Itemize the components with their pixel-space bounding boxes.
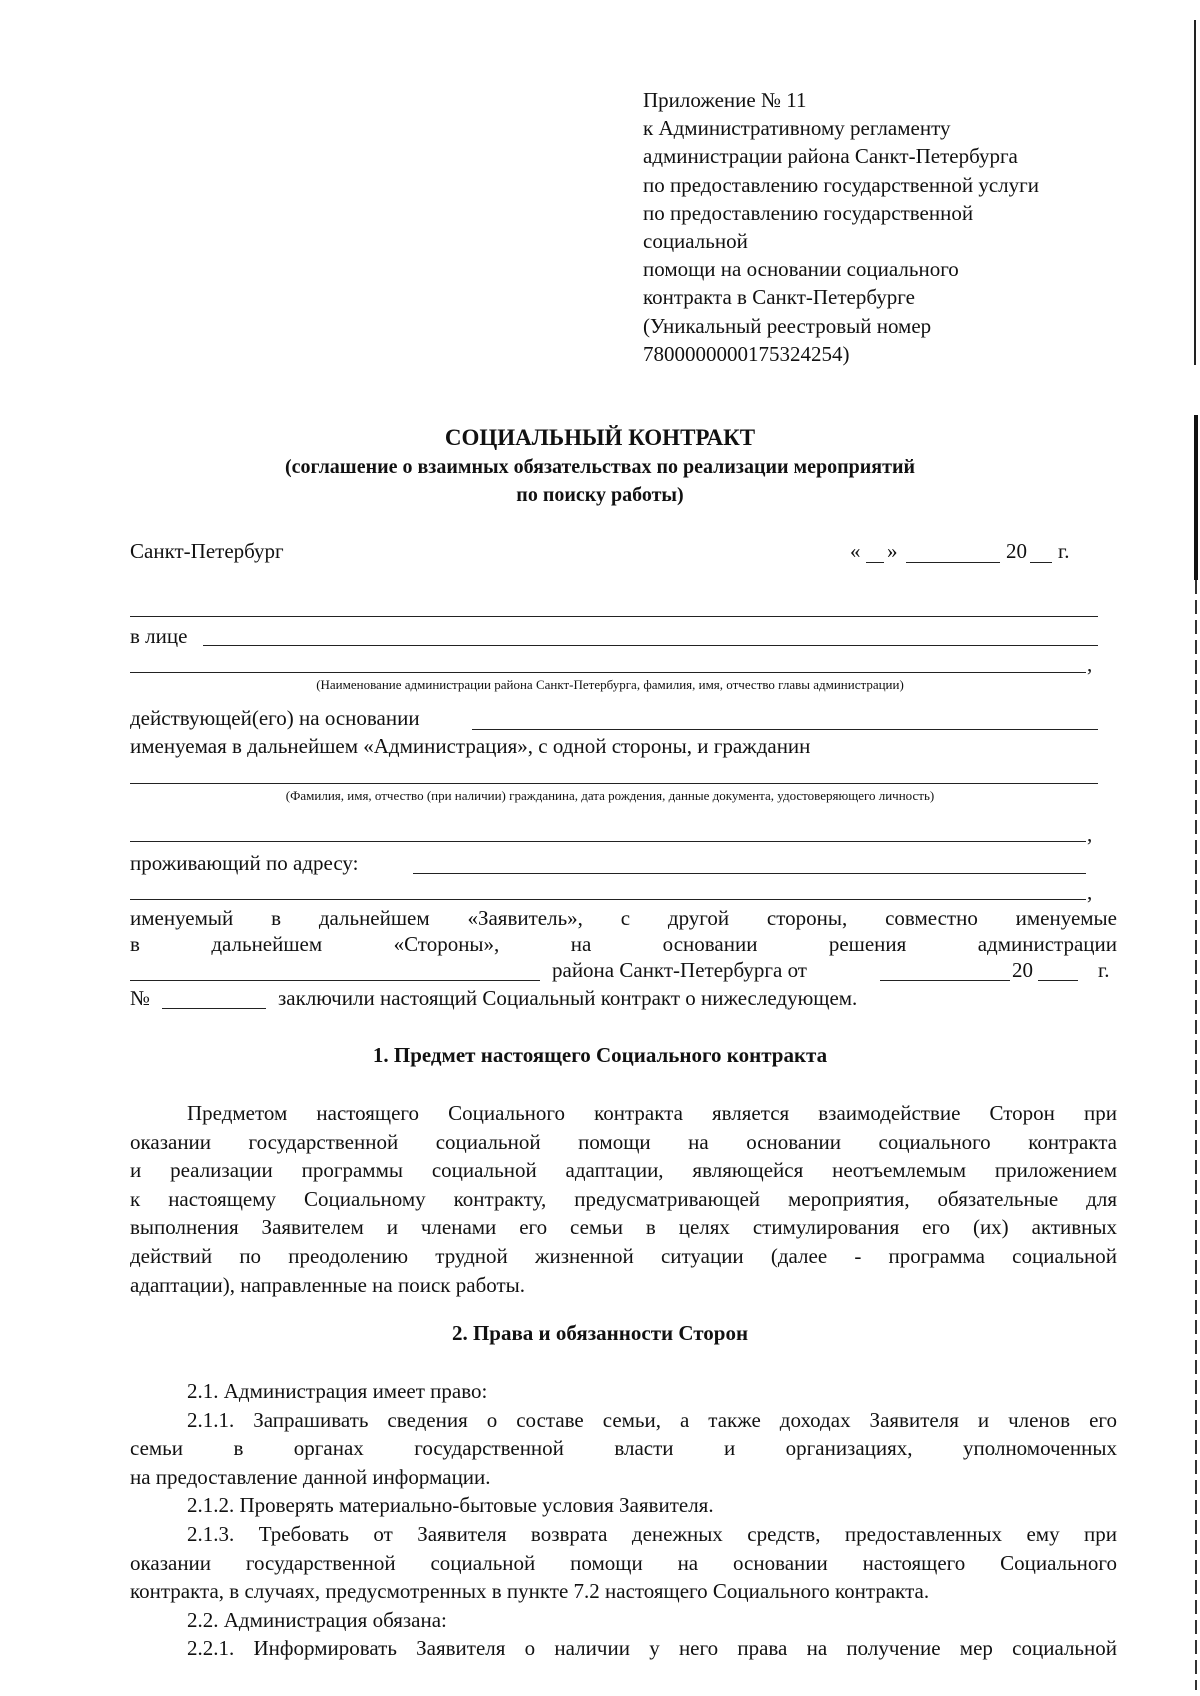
decision-year-suffix: г. — [1098, 958, 1110, 982]
paragraph-line: оказании государственной социальной помощи на основании социального контракта — [130, 1129, 1117, 1154]
city-label: Санкт-Петербург — [130, 539, 284, 563]
section-1-heading: 1. Предмет настоящего Социального контракта — [372, 1043, 828, 1067]
acting-basis-label: действующей(его) на основании — [130, 706, 420, 730]
clause-line: 2.1.2. Проверять материально-бытовые условия Заявителя. — [187, 1493, 714, 1518]
clause-line: на предоставление данной информации. — [130, 1464, 491, 1489]
year-blank[interactable] — [1030, 562, 1052, 563]
clause-line: 2.2. Администрация обязана: — [187, 1607, 447, 1632]
clause-line: семьи в органах государственной власти и организациях, уполномоченных — [130, 1436, 1117, 1461]
date-close-quote: » — [887, 539, 898, 563]
address-blank-2[interactable] — [130, 899, 1086, 900]
clause-line: оказании государственной социальной помощи на основании настоящего Социального — [130, 1550, 1117, 1575]
paragraph-line: адаптации), направленные на поиск работы. — [130, 1272, 526, 1297]
annex-line: помощи на основании социального — [643, 257, 959, 282]
month-blank[interactable] — [906, 562, 1000, 563]
comma: , — [1087, 822, 1093, 846]
year-suffix: г. — [1058, 539, 1070, 563]
paragraph-line: выполнения Заявителем и членами его семьи в целях стимулирования его (их) активных — [130, 1215, 1117, 1240]
scan-edge-mark — [1195, 580, 1197, 1690]
year-prefix: 20 — [1006, 539, 1027, 563]
decision-number-blank[interactable] — [162, 1008, 266, 1009]
comma: , — [1087, 652, 1093, 676]
section-2-body — [130, 1377, 1117, 1663]
scan-edge-mark — [1194, 20, 1196, 365]
annex-line: к Административному регламенту — [643, 116, 951, 141]
clause-line: 2.1.1. Запрашивать сведения о составе семьи, а также доходах Заявителя и членов его — [187, 1407, 1117, 1432]
admin-head-blank-2[interactable] — [130, 672, 1086, 673]
scan-edge — [1190, 0, 1200, 1696]
clause-line: 2.1.3. Требовать от Заявителя возврата денежных средств, предоставленных ему при — [187, 1521, 1117, 1546]
clause-line: 2.1. Администрация имеет право: — [187, 1379, 488, 1403]
paragraph-line: Предметом настоящего Социального контракта является взаимодействие Сторон при — [187, 1101, 1117, 1125]
concluded-text: заключили настоящий Социальный контракт о нижеследующем. — [278, 986, 858, 1010]
section-1-paragraph — [130, 1099, 1117, 1299]
paragraph-line: действий по преодолению трудной жизненной ситуации (далее - программа социальной — [130, 1243, 1117, 1268]
annex-line: 7800000000175324254) — [643, 341, 850, 366]
document-subtitle: по поиску работы) — [516, 484, 684, 506]
section-2-heading: 2. Права и обязанности Сторон — [451, 1321, 749, 1345]
further-parties-text: в дальнейшем «Стороны», на основании решения администрации — [130, 932, 1117, 956]
decision-blank[interactable] — [130, 980, 540, 981]
annex-block — [643, 86, 1113, 368]
annex-line: по предоставлению государственной — [643, 200, 974, 225]
decision-year-blank[interactable] — [1038, 980, 1078, 981]
day-blank[interactable] — [866, 562, 884, 563]
decision-date-blank[interactable] — [880, 980, 1010, 981]
citizen-blank[interactable] — [130, 783, 1098, 784]
admin-caption: (Наименование администрации района Санкт-Петербурга, фамилия, имя, отчество главы администрации) — [316, 677, 904, 692]
citizen-blank-2[interactable] — [130, 841, 1086, 842]
address-blank[interactable] — [413, 873, 1086, 874]
date-open-quote: « — [850, 539, 861, 563]
document-title: СОЦИАЛЬНЫЙ КОНТРАКТ — [444, 425, 756, 450]
district-from-label: района Санкт-Петербурга от — [552, 958, 807, 982]
annex-line: социальной — [643, 229, 748, 254]
in-person-label: в лице — [130, 624, 188, 648]
document-subtitle: (соглашение о взаимных обязательствах по реализации мероприятий — [284, 456, 915, 478]
number-sign: № — [130, 986, 151, 1010]
admin-name-blank[interactable] — [130, 616, 1098, 617]
basis-blank[interactable] — [472, 729, 1098, 730]
address-label: проживающий по адресу: — [130, 851, 359, 875]
decision-year-prefix: 20 — [1012, 958, 1033, 982]
clause-line: 2.2.1. Информировать Заявителя о наличии у него права на получение мер социальной — [187, 1636, 1117, 1661]
annex-line: Приложение № 11 — [643, 88, 807, 112]
admin-head-blank[interactable] — [203, 645, 1098, 646]
annex-line: администрации района Санкт-Петербурга — [643, 144, 1018, 169]
named-applicant-text: именуемый в дальнейшем «Заявитель», с другой стороны, совместно именуемые — [130, 906, 1117, 930]
paragraph-line: и реализации программы социальной адаптации, являющейся неотъемлемым приложением — [130, 1158, 1117, 1183]
annex-line: контракта в Санкт-Петербурге — [643, 285, 915, 310]
paragraph-line: к настоящему Социальному контракту, предусматривающей мероприятия, обязательные для — [130, 1186, 1117, 1211]
comma: , — [1087, 880, 1093, 904]
annex-line: (Уникальный реестровый номер — [643, 313, 932, 338]
named-admin-text: именуемая в дальнейшем «Администрация», с одной стороны, и гражданин — [130, 734, 811, 758]
annex-line: по предоставлению государственной услуги — [643, 172, 1039, 197]
clause-line: контракта, в случаях, предусмотренных в пункте 7.2 настоящего Социального контракта. — [130, 1579, 930, 1604]
citizen-caption: (Фамилия, имя, отчество (при наличии) гражданина, дата рождения, данные документа, удостоверяющего личность) — [285, 788, 935, 803]
